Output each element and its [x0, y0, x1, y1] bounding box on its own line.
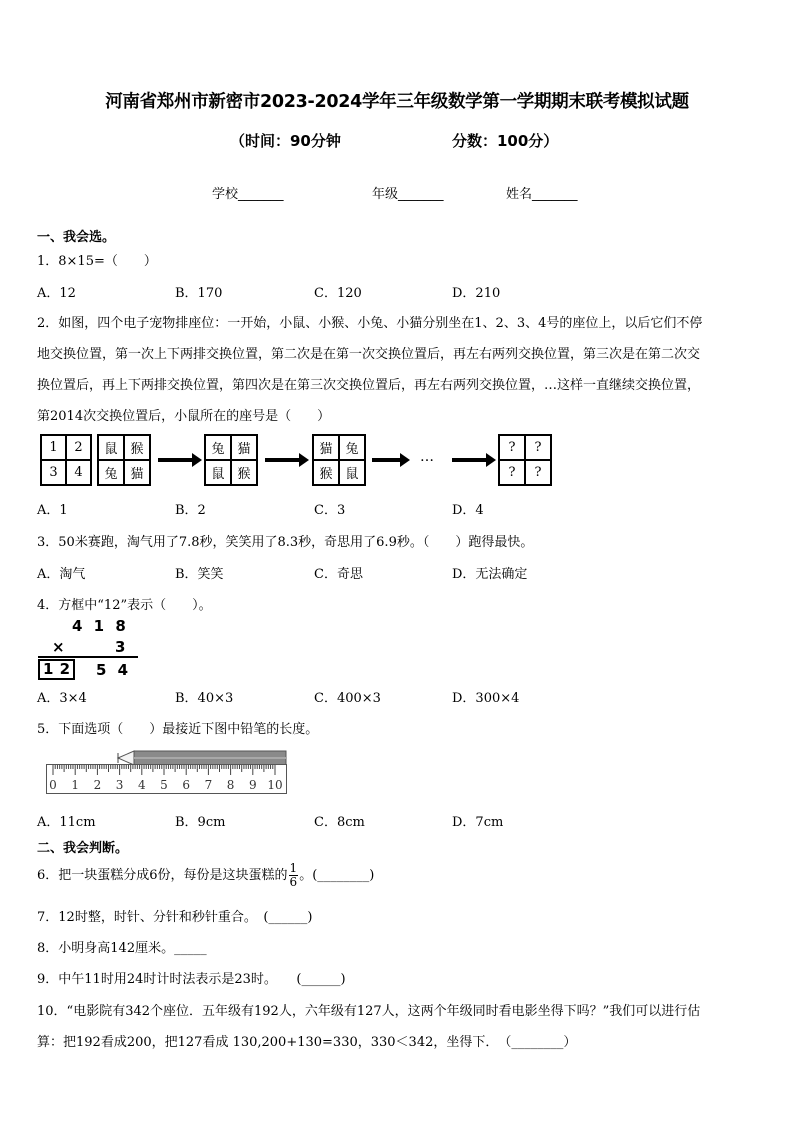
question-8: 8．小明身高142厘米。_____	[37, 941, 207, 956]
arrow-icon	[452, 458, 486, 462]
seat-cell: 鼠	[98, 435, 124, 460]
section-heading-choice: 一、我会选。	[37, 230, 116, 245]
seat-cell: 鼠	[339, 460, 365, 485]
seat-cell: 猴	[313, 460, 339, 485]
seat-grid-swap-2	[312, 434, 366, 486]
seat-cell: ?	[525, 460, 551, 485]
question-10-line: 算：把192看成200，把127看成 130,200+130=330，330＜342，坐得下． （________）	[37, 1035, 577, 1050]
seat-grid-swap-1	[204, 434, 258, 486]
question-5: 5．下面选项（ ）最接近下图中铅笔的长度。	[37, 722, 319, 737]
arrow-icon	[265, 458, 299, 462]
page-title: 河南省郑州市新密市2023-2024学年三年级数学第一学期期末联考模拟试题	[105, 92, 689, 112]
q5-option-a: A．11cm	[37, 815, 96, 830]
ruler-label: 5	[160, 778, 168, 792]
ellipsis: …	[420, 449, 434, 465]
q5-option-d: D．7cm	[452, 815, 504, 830]
seat-cell: 鼠	[205, 460, 231, 485]
question-2-line: 第2014次交换位置后，小鼠所在的座号是（ ）	[37, 409, 331, 424]
seat-cell: 猫	[231, 435, 257, 460]
arrow-icon	[372, 458, 400, 462]
ruler-label: 9	[248, 778, 257, 792]
q4-option-b: B．40×3	[175, 691, 234, 706]
q6-blank[interactable]: 。(________)	[299, 868, 375, 883]
seat-cell: 猫	[313, 435, 339, 460]
q3-option-a: A．淘气	[37, 567, 86, 582]
q1-option-a: A．12	[37, 286, 76, 301]
multiplicand: 4 1 8	[72, 617, 126, 635]
q1-option-c: C．120	[314, 286, 362, 301]
seat-cell: ?	[499, 435, 525, 460]
fraction-numerator: 1	[289, 861, 298, 875]
question-6	[37, 862, 374, 889]
seat-cell: 3	[41, 460, 66, 485]
question-7: 7．12时整，时针、分针和秒针重合。 (______)	[37, 910, 313, 925]
fraction-denominator: 6	[289, 875, 298, 889]
question-9: 9．中午11时用24时计时法表示是23时。 (______)	[37, 972, 346, 987]
score-label: 分数：100分）	[452, 132, 559, 150]
name-field: 姓名_______	[506, 187, 578, 202]
section-heading-judge: 二、我会判断。	[37, 841, 129, 856]
question-3: 3．50米赛跑，淘气用了7.8秒，笑笑用了8.3秒，奇思用了6.9秒。（ ）跑得最快。	[37, 535, 534, 550]
ruler-label: 4	[137, 778, 146, 792]
seat-cell: 2	[66, 435, 91, 460]
question-4: 4．方框中“12”表示（ ）。	[37, 598, 212, 613]
question-1: 1．8×15=（ ）	[37, 254, 157, 269]
seat-cell: ?	[525, 435, 551, 460]
q2-option-d: D．4	[452, 503, 484, 518]
ruler-icon	[46, 764, 288, 794]
school-field: 学校_______	[212, 187, 284, 202]
ruler-label: 6	[182, 778, 191, 792]
q2-option-a: A．1	[37, 503, 68, 518]
question-2-line: 2．如图，四个电子宠物排座位：一开始，小鼠、小猴、小兔、小猫分别坐在1、2、3、4号的座位上，以后它们不停	[37, 316, 703, 331]
seat-grid-start	[97, 434, 151, 486]
seat-cell: 猴	[124, 435, 150, 460]
time-label: （时间：90分钟	[230, 132, 341, 150]
seat-cell: 猫	[124, 460, 150, 485]
ruler-label: 7	[204, 778, 213, 792]
seat-cell: 兔	[339, 435, 365, 460]
question-2-line: 地交换位置，第一次上下两排交换位置，第二次是在第一次交换位置后，再左右两列交换位置，第三次是在第二次交	[37, 347, 701, 362]
q4-option-d: D．300×4	[452, 691, 520, 706]
ruler-label: 2	[93, 778, 102, 792]
product-rest: 5 4	[96, 661, 129, 679]
q5-option-c: C．8cm	[314, 815, 365, 830]
seat-grid-initial	[40, 434, 92, 486]
q3-option-d: D．无法确定	[452, 567, 528, 582]
ruler-label: 1	[71, 778, 80, 792]
seat-grid-unknown	[498, 434, 552, 486]
ruler-label: 10	[267, 778, 283, 792]
q1-option-d: D．210	[452, 286, 501, 301]
seat-cell: 兔	[205, 435, 231, 460]
seat-cell: 1	[41, 435, 66, 460]
boxed-digits: 1 2	[38, 659, 75, 680]
q3-option-b: B．笑笑	[175, 567, 224, 582]
multiplier: 3	[115, 638, 126, 656]
grade-field: 年级_______	[372, 187, 444, 202]
q4-option-a: A．3×4	[37, 691, 87, 706]
q6-text: 6．把一块蛋糕分成6份，每份是这块蛋糕的	[37, 868, 288, 883]
ruler-label: 3	[115, 778, 124, 792]
question-10-line: 10．“电影院有342个座位．五年级有192人，六年级有127人，这两个年级同时看电影坐得下吗？”我们可以进行估	[37, 1004, 701, 1019]
question-2-line: 换位置后，再上下两排交换位置，第四次是在第三次交换位置后，再左右两列交换位置，…这样一直继续交换位置，	[37, 378, 701, 393]
seat-cell: 猴	[231, 460, 257, 485]
q4-option-c: C．400×3	[314, 691, 381, 706]
q2-option-c: C．3	[314, 503, 346, 518]
q3-option-c: C．奇思	[314, 567, 363, 582]
seat-cell: ?	[499, 460, 525, 485]
arrow-icon	[158, 458, 192, 462]
fraction-one-sixth	[289, 862, 299, 889]
q5-option-b: B．9cm	[175, 815, 226, 830]
ruler-label: 0	[49, 778, 57, 792]
ruler-label: 8	[226, 778, 235, 792]
q1-option-b: B．170	[175, 286, 223, 301]
times-sign: ×	[52, 638, 65, 656]
product-line	[38, 656, 138, 658]
seat-cell: 4	[66, 460, 91, 485]
q2-option-b: B．2	[175, 503, 206, 518]
seat-cell: 兔	[98, 460, 124, 485]
